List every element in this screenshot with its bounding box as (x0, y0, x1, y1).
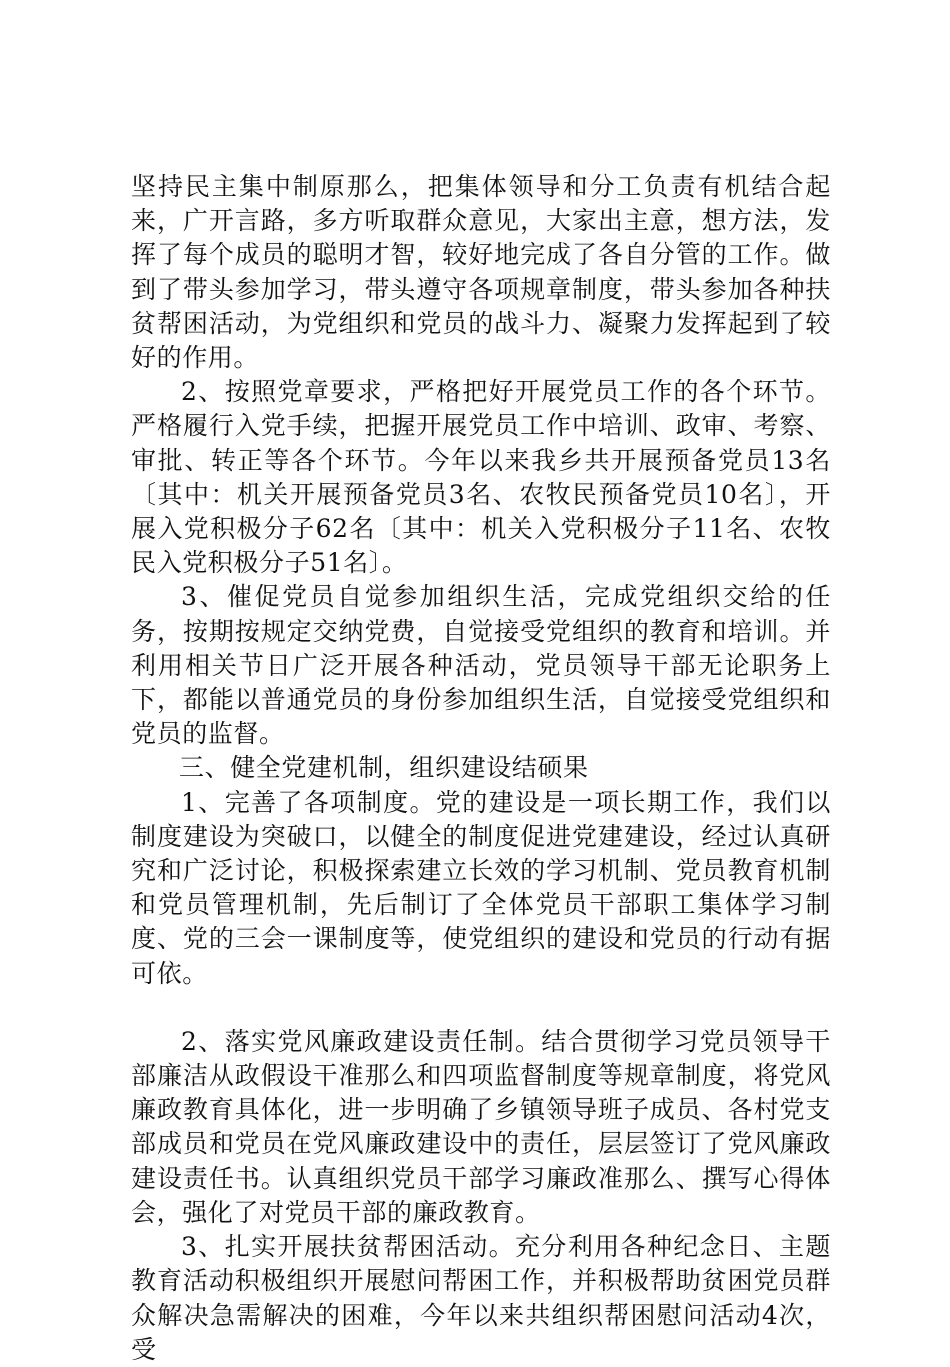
section-heading: 三、健全党建机制，组织建设结硕果 (179, 753, 589, 783)
paragraph-continuation: 坚持民主集中制原那么，把集体领导和分工负责有机结合起来，广开言路，多方听取群众意见，大家出主意，想方法，发挥了每个成员的聪明才智，较好地完成了各自分管的工作。做到了带头参加学习，带头遵守各项规章制度，带头参加各种扶贫帮困活动，为党组织和党员的战斗力、凝聚力发挥起到了较好的作用。 (131, 172, 831, 373)
paragraph-section3-item-3: 3、扎实开展扶贫帮困活动。充分利用各种纪念日、主题教育活动积极组织开展慰问帮困工作，并积极帮助贫困党员群众解决急需解决的困难，今年以来共组织帮困慰问活动4次，受 (131, 1232, 831, 1364)
paragraph-section3-item-2: 2、落实党风廉政建设责任制。结合贯彻学习党员领导干部廉洁从政假设干准那么和四项监督制度等规章制度，将党风廉政教育具体化，进一步明确了乡镇领导班子成员、各村党支部成员和党员在党风廉政建设中的责任，层层签订了党风廉政建设责任书。认真组织党员干部学习廉政准那么、撰写心得体会，强化了对党员干部的廉政教育。 (131, 1026, 831, 1227)
document-body (131, 170, 831, 1367)
paragraph-item-3: 3、催促党员自觉参加组织生活，完成党组织交给的任务，按期按规定交纳党费，自觉接受党组织的教育和培训。并利用相关节日广泛开展各种活动，党员领导干部无论职务上下，都能以普通党员的身份参加组织生活，自觉接受党组织和党员的监督。 (131, 582, 831, 749)
paragraph-item-2: 2、按照党章要求，严格把好开展党员工作的各个环节。严格履行入党手续，把握开展党员工作中培训、政审、考察、审批、转正等各个环节。今年以来我乡共开展预备党员13名〔其中：机关开展预备党员3名、农牧民预备党员10名〕，开展入党积极分子62名〔其中：机关入党积极分子11名、农牧民入党积极分子51名〕。 (131, 377, 831, 578)
paragraph-section3-item-1: 1、完善了各项制度。党的建设是一项长期工作，我们以制度建设为突破口，以健全的制度促进党建建设，经过认真研究和广泛讨论，积极探索建立长效的学习机制、党员教育机制和党员管理机制，先后制订了全体党员干部职工集体学习制度、党的三会一课制度等，使党组织的建设和党员的行动有据可依。 (131, 787, 831, 988)
